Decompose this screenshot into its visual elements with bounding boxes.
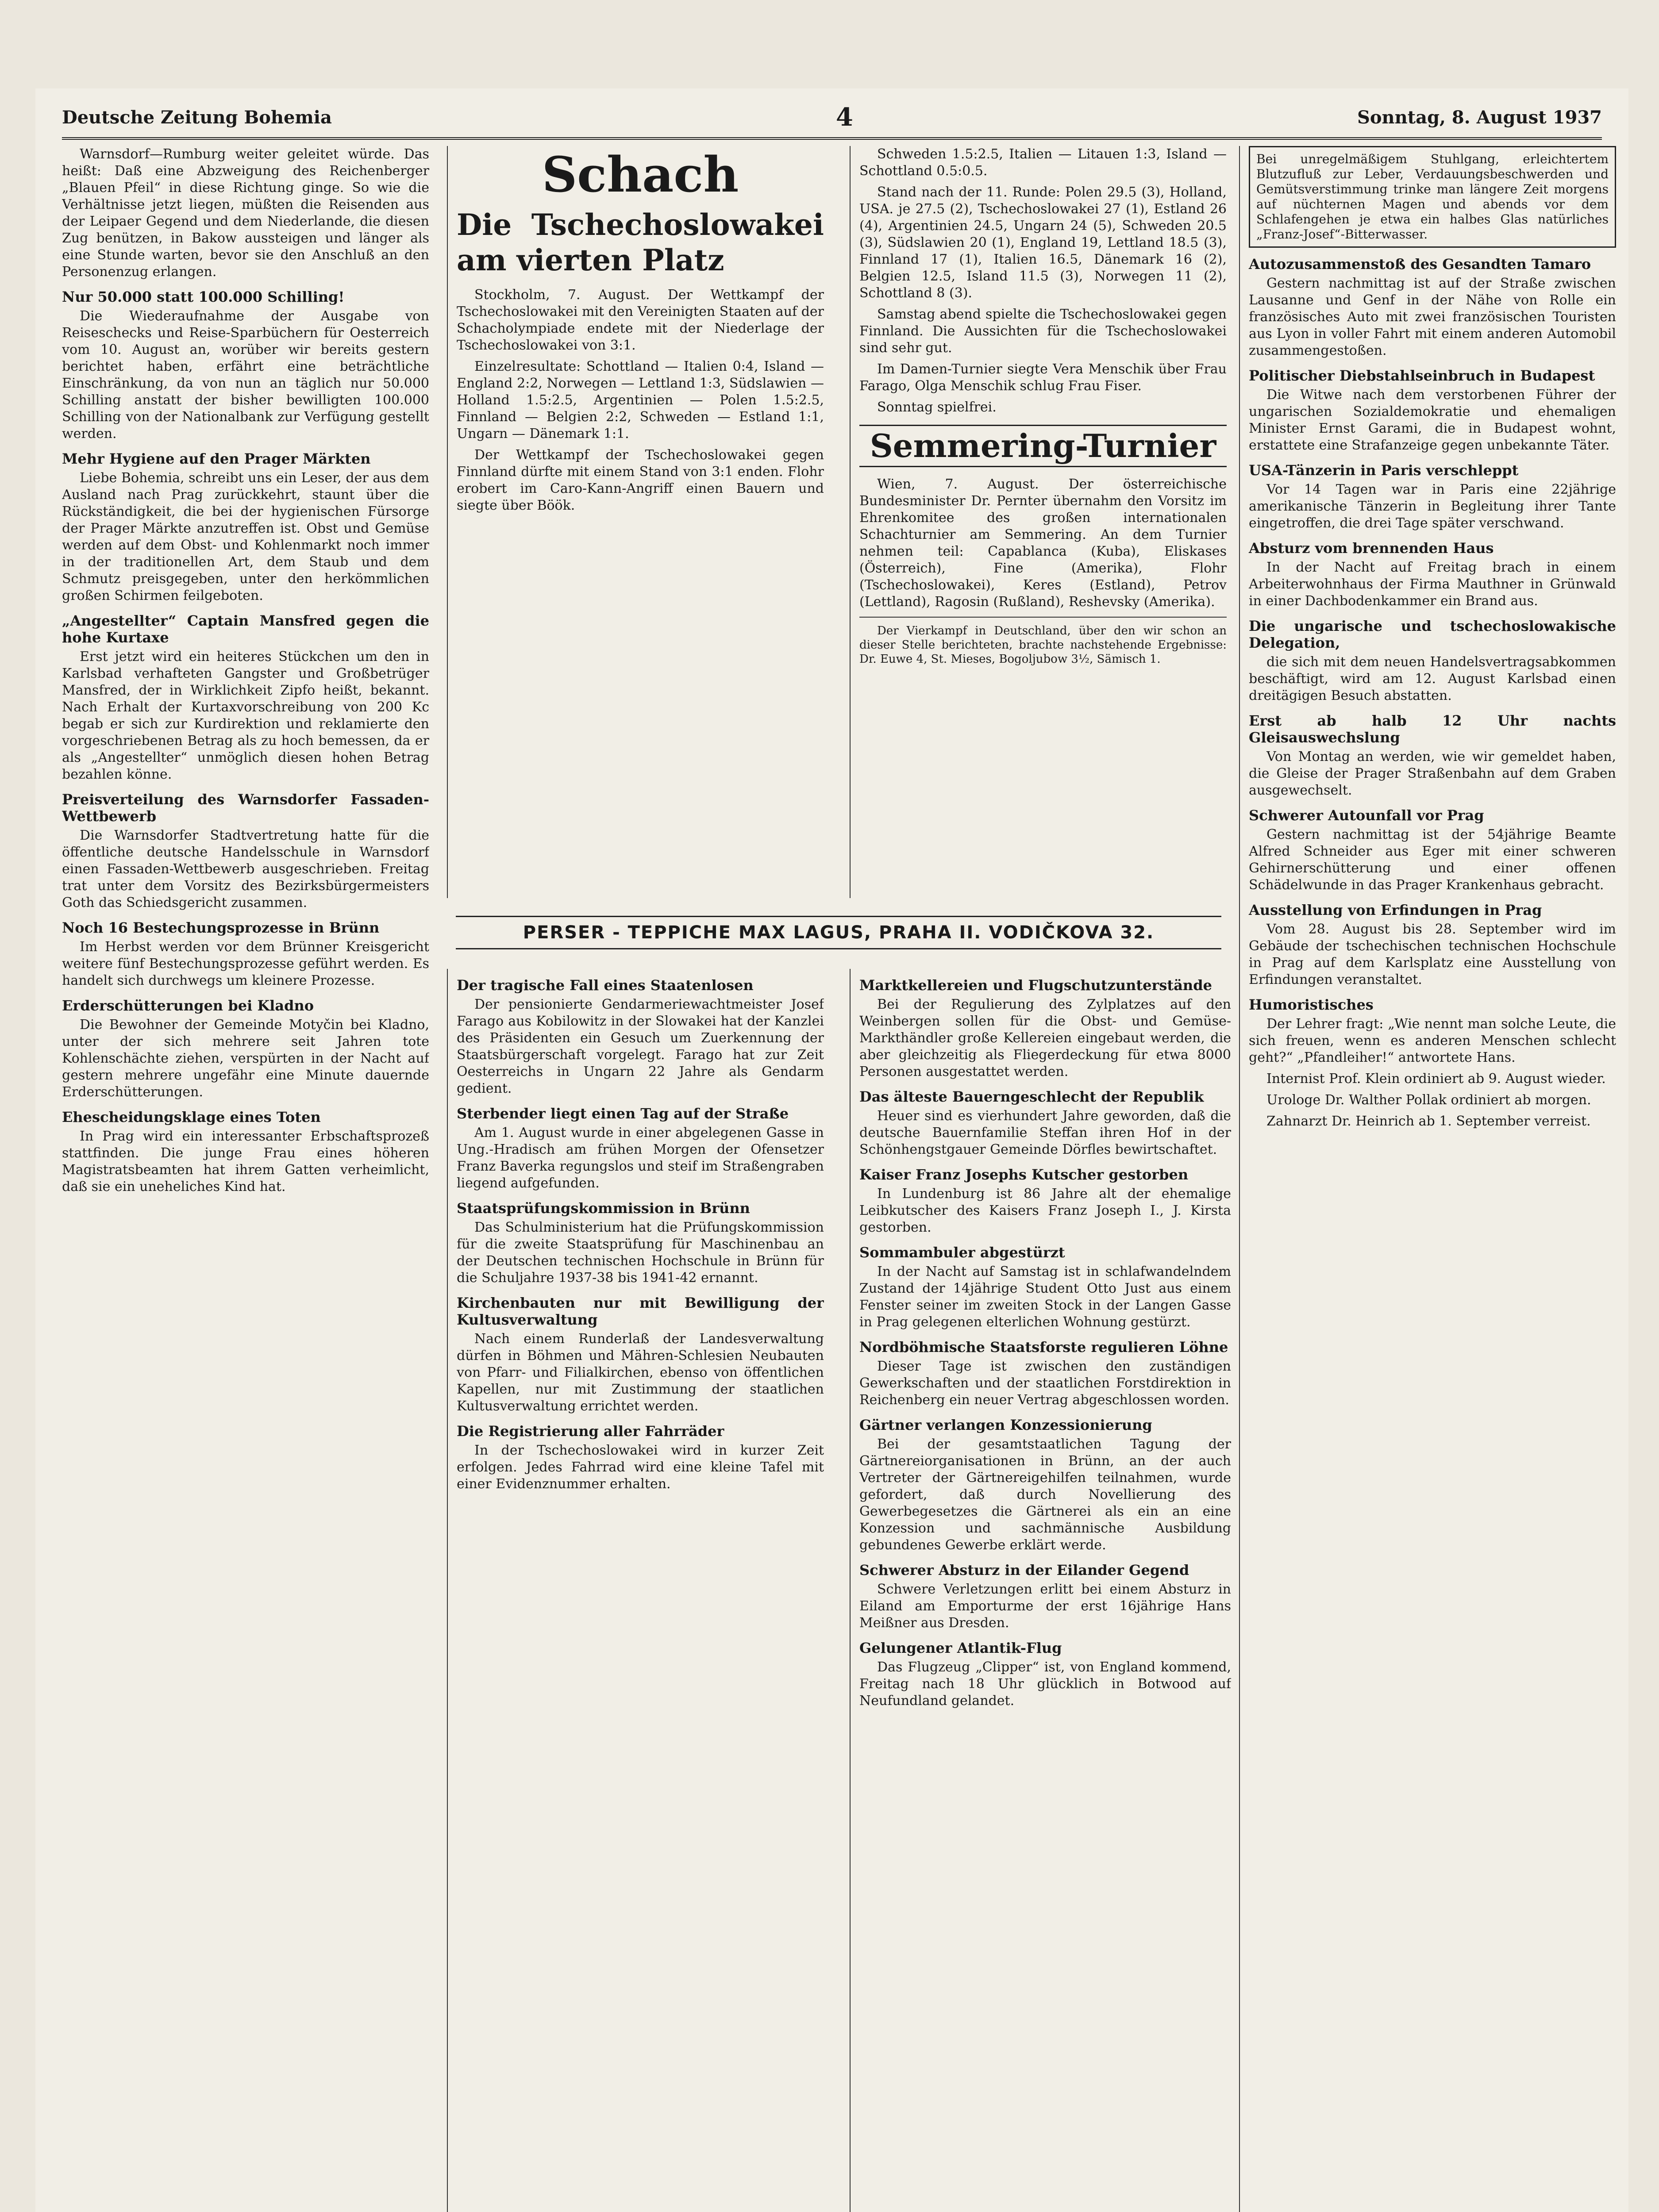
article-paragraph: In der Nacht auf Samstag ist in schlafwandelndem Zustand der 14jährige Student Otto Just aus einem Fenster seiner im zweiten Stock in der Langen Gasse in Prag gelegenen elterlichen Wohnung gestürzt.: [859, 1264, 1231, 1330]
masthead: [62, 97, 1602, 140]
article-headline: Humoristisches: [1249, 996, 1374, 1013]
article-headline: Ehescheidungsklage eines Toten: [62, 1109, 321, 1125]
article-paragraph: Gestern nachmittag ist auf der Straße zwischen Lausanne und Genf in der Nähe von Rolle ein französisches Auto mit zwei französischen Touristen aus Lyon in voller Fahrt mit einem anderen Automobil zusammengestoßen.: [1249, 276, 1616, 358]
article-headline: Nordböhmische Staatsforste regulieren Löhne: [859, 1339, 1228, 1356]
carpet-advertisement: PERSER - TEPPICHE MAX LAGUS, PRAHA II. VODIČKOVA 32.: [456, 916, 1221, 949]
column-2-lower: [447, 969, 824, 2212]
advertisement-box: Bei unregelmäßigem Stuhlgang, erleichtertem Blutzufluß zur Leber, Verdauungsbeschwerden und Gemütsverstimmung trinke man längere Zeit morgens auf nüchternen Magen und abends vor dem Schlafengehen je etwa ein halbes Glas natürliches „Franz-Josef“-Bitterwasser.: [1249, 146, 1616, 248]
article-headline: Autozusammenstoß des Gesandten Tamaro: [1249, 256, 1591, 273]
page-number: 4: [835, 103, 853, 132]
article-headline: Ausstellung von Erfindungen in Prag: [1249, 902, 1542, 918]
article-headline: Staatsprüfungskommission in Brünn: [457, 1200, 750, 1217]
article-paragraph: Bei der gesamtstaatlichen Tagung der Gärtnereiorganisationen in Brünn, an der auch Vertreter der Gärtnereigehilfen teilnahmen, wurde gefordert, daß durch Novellierung des Gewerbegesetzes die Gärtnerei als ein an eine Konzession und sachmännische Ausbildung gebundenes Gewerbe erklärt werde.: [859, 1436, 1231, 1553]
article-headline: Gelungener Atlantik-Flug: [859, 1640, 1062, 1656]
article-paragraph: Urologe Dr. Walther Pollak ordiniert ab morgen.: [1266, 1092, 1591, 1108]
article-paragraph: Internist Prof. Klein ordiniert ab 9. August wieder.: [1266, 1071, 1606, 1087]
article-paragraph: Liebe Bohemia, schreibt uns ein Leser, der aus dem Ausland nach Prag zurückkehrt, staunt über die Rückständigkeit, die bei der hygienischen Fürsorge der Prager Märkte anzutreffen ist. Obst und Gemüse werden auf dem Obst- und Kohlenmarkt noch immer in der traditionellen Art, dem Staub und dem Schmutz preisgegeben, unter den herkömmlichen großen Schirmen feilgeboten.: [62, 470, 429, 603]
column-3-chess: [850, 146, 1227, 898]
article-paragraph: Schwere Verletzungen erlitt bei einem Absturz in Eiland am Emporturme der erst 16jährige Hans Meißner aus Dresden.: [859, 1582, 1231, 1631]
article-headline: Die Registrierung aller Fahrräder: [457, 1423, 724, 1440]
divider: [859, 617, 1227, 618]
article-paragraph: Der pensionierte Gendarmeriewachtmeister Josef Farago aus Kobilowitz in der Slowakei hat der Kanzlei des Präsidenten ein Gesuch um Zuerkennung der Staatsbürgerschaft vorgelegt. Farago hat zur Zeit Oesterreichs in Ungarn 22 Jahre als Gendarm gedient.: [457, 997, 824, 1096]
chess-standings: Stand nach der 11. Runde: Polen 29.5 (3), Holland, USA. je 27.5 (2), Tschechoslowakei 27 (1), Estland 26 (4), Argentinien 24.5, Ungarn 24 (5), Schweden 20.5 (3), Südslawien 20 (1), England 19, Lettland 18.5 (3), Finnland 17 (1), Italien 16.5, Dänemark 16 (2), Belgien 12.5, Island 11.5 (3), Norwegen 11 (2), Schottland 8 (3).: [859, 184, 1227, 301]
chess-title: Schach: [542, 146, 739, 203]
semmering-paragraph: Wien, 7. August. Der österreichische Bundesminister Dr. Pernter übernahm den Vorsitz im Ehrenkomitee des großen internationalen Schachturnier am Semmering. An dem Turnier nehmen teil: Capablanca (Kuba), Eliskases (Österreich), Fine (Amerika), Flohr (Tschechoslowakei), Keres (Estland), Petrov (Lettland), Ragosin (Rußland), Reshevsky (Amerika).: [859, 476, 1227, 610]
article-headline: Kirchenbauten nur mit Bewilligung der Kultusverwaltung: [457, 1294, 824, 1328]
article-headline: USA-Tänzerin in Paris verschleppt: [1249, 462, 1519, 479]
article-paragraph: Vom 28. August bis 28. September wird im Gebäude der tschechischen technischen Hochschule in Prag auf dem Karlsplatz eine Ausstellung von Erfindungen veranstaltet.: [1249, 922, 1616, 987]
article-headline: Nur 50.000 statt 100.000 Schilling!: [62, 288, 345, 305]
article-headline: Sterbender liegt einen Tag auf der Straße: [457, 1105, 789, 1122]
chess-paragraph: Samstag abend spielte die Tschechoslowakei gegen Finnland. Die Aussichten für die Tschechoslowakei sind sehr gut.: [859, 307, 1227, 356]
article-paragraph: Warnsdorf—Rumburg weiter geleitet würde. Das heißt: Daß eine Abzweigung des Reichenberger „Blauen Pfeil“ in diese Richtung ginge. So wie die Verhältnisse jetzt liegen, müßten die Reisenden aus der Leipaer Gegend und dem Niederlande, die diesen Zug benützen, in Bakow aussteigen und länger als eine Stunde warten, bevor sie den Anschluß an den Personenzug erlangen.: [62, 146, 429, 280]
article-paragraph: die sich mit dem neuen Handelsvertragsabkommen beschäftigt, wird am 12. August Karlsbad einen dreitägigen Besuch abstatten.: [1249, 654, 1616, 703]
article-headline: Preisverteilung des Warnsdorfer Fassaden-Wettbewerb: [62, 791, 429, 825]
article-headline: Die ungarische und tschechoslowakische Delegation,: [1249, 618, 1616, 651]
article-headline: Marktkellereien und Flugschutzunterstände: [859, 977, 1212, 994]
chess-paragraph: Im Damen-Turnier siegte Vera Menschik über Frau Farago, Olga Menschik schlug Frau Fiser.: [859, 361, 1227, 394]
article-headline: Erderschütterungen bei Kladno: [62, 997, 314, 1014]
article-paragraph: Bei der Regulierung des Zylplatzes auf den Weinbergen sollen für die Obst- und Gemüse-Markthändler große Kellereien eingebaut werden, die aber gleichzeitig als Fliegerdeckung für etwa 8000 Personen ausgestattet werden.: [859, 997, 1231, 1079]
column-4: [1239, 146, 1616, 2212]
article-paragraph: Erst jetzt wird ein heiteres Stückchen um den in Karlsbad verhafteten Gangster und Großbetrüger Mansfred, der in Wirklichkeit Zipfo heißt, bekannt. Nach Erhalt der Kurtaxvorschreibung von 200 Kc begab er sich zur Kurdirektion und reklamierte den vorgeschriebenen Betrag als zu hoch bemessen, da er als „Angestellter“ unmöglich diesen hohen Betrag bezahlen könne.: [62, 649, 429, 782]
article-headline: Politischer Diebstahlseinbruch in Budapest: [1249, 367, 1595, 384]
article-paragraph: Der Lehrer fragt: „Wie nennt man solche Leute, die sich freuen, wenn es anderen Menschen schlecht geht?“ „Pfandleiher!“ antwortete Hans.: [1249, 1016, 1616, 1065]
article-paragraph: Am 1. August wurde in einer abgelegenen Gasse in Ung.-Hradisch am frühen Morgen der Ofensetzer Franz Baverka regungslos und steif im Straßengraben liegend aufgefunden.: [457, 1125, 824, 1191]
article-headline: Erst ab halb 12 Uhr nachts Gleisauswechslung: [1249, 712, 1616, 746]
issue-date: Sonntag, 8. August 1937: [1357, 107, 1602, 128]
article-paragraph: In Lundenburg ist 86 Jahre alt der ehemalige Leibkutscher des Kaisers Franz Joseph I., J. Kirsta gestorben.: [859, 1186, 1231, 1235]
chess-subtitle: Die Tschechoslowakei am vierten Platz: [457, 207, 824, 277]
semmering-title: Semmering-Turnier: [859, 425, 1227, 467]
article-paragraph: Die Bewohner der Gemeinde Motyčin bei Kladno, unter der sich mehrere seit Jahren tote Kohlenschächte ziehen, verspürten in der Nacht auf gestern mehrere ungefähr eine Minute dauernde Erderschütterungen.: [62, 1017, 429, 1100]
article-paragraph: Im Herbst werden vor dem Brünner Kreisgericht weitere fünf Bestechungsprozesse geführt werden. Es handelt sich durchwegs um kleinere Prozesse.: [62, 939, 429, 988]
chess-paragraph: Sonntag spielfrei.: [877, 399, 997, 415]
column-2-chess: [447, 146, 824, 898]
chess-note: Der Vierkampf in Deutschland, über den wir schon an dieser Stelle berichteten, brachte nachstehende Ergebnisse: Dr. Euwe 4, St. Mieses, Bogoljubow 3½, Sämisch 1.: [859, 624, 1227, 666]
newspaper-page: [35, 88, 1628, 2212]
article-paragraph: In der Tschechoslowakei wird in kurzer Zeit erfolgen. Jedes Fahrrad wird eine kleine Tafel mit einer Evidenznummer erhalten.: [457, 1443, 824, 1492]
article-headline: Schwerer Absturz in der Eilander Gegend: [859, 1562, 1189, 1578]
chess-paragraph: Einzelresultate: Schottland — Italien 0:4, Island — England 2:2, Norwegen — Lettland 1:3, Südslawien — Holland 1.5:2.5, Argentinien — Polen 1.5:2.5, Finnland — Belgien 2:2, Schweden — Estland 1:1, Ungarn — Dänemark 1:1.: [457, 359, 824, 442]
article-headline: „Angestellter“ Captain Mansfred gegen die hohe Kurtaxe: [62, 612, 429, 646]
article-paragraph: Heuer sind es vierhundert Jahre geworden, daß die deutsche Bauernfamilie Steffan ihren Hof in der Schönhengstgauer Gemeinde Dörfles bewirtschaftet.: [859, 1108, 1231, 1157]
article-paragraph: Nach einem Runderlaß der Landesverwaltung dürfen in Böhmen und Mähren-Schlesien Neubauten von Pfarr- und Filialkirchen, ebenso von öffentlichen Kapellen, nur mit Zustimmung der staatlichen Kultusverwaltung errichtet werden.: [457, 1331, 824, 1414]
article-headline: Schwerer Autounfall vor Prag: [1249, 807, 1484, 824]
article-headline: Noch 16 Bestechungsprozesse in Brünn: [62, 919, 380, 936]
article-paragraph: Die Warnsdorfer Stadtvertretung hatte für die öffentliche deutsche Handelsschule in Warnsdorf einen Fassaden-Wettbewerb ausgeschrieben. Freitag trat unter dem Vorsitz des Bezirksbürgermeisters Goth das Schiedsgericht zusammen.: [62, 828, 429, 910]
article-paragraph: Zahnarzt Dr. Heinrich ab 1. September verreist.: [1266, 1114, 1591, 1129]
article-paragraph: Vor 14 Tagen war in Paris eine 22jährige amerikanische Tänzerin in Begleitung ihrer Tante eingetroffen, die drei Tage später verschwand.: [1249, 482, 1616, 531]
article-paragraph: Gestern nachmittag ist der 54jährige Beamte Alfred Schneider aus Eger mit einer schweren Gehirnerschütterung und einer offenen Schädelwunde in das Prager Krankenhaus gebracht.: [1249, 827, 1616, 893]
article-headline: Der tragische Fall eines Staatenlosen: [457, 977, 754, 994]
article-headline: Mehr Hygiene auf den Prager Märkten: [62, 450, 371, 467]
article-headline: Das älteste Bauerngeschlecht der Republik: [859, 1088, 1204, 1105]
article-paragraph: Das Flugzeug „Clipper“ ist, von England kommend, Freitag nach 18 Uhr glücklich in Botwood auf Neufundland gelandet.: [859, 1659, 1231, 1709]
chess-results: Schweden 1.5:2.5, Italien — Litauen 1:3, Island — Schottland 0.5:0.5.: [859, 146, 1227, 179]
article-paragraph: Das Schulministerium hat die Prüfungskommission für die zweite Staatsprüfung für Maschinenbau an der Deutschen technischen Hochschule in Brünn für die Schuljahre 1937-38 bis 1941-42 ernannt.: [457, 1220, 824, 1286]
article-paragraph: Von Montag an werden, wie wir gemeldet haben, die Gleise der Prager Straßenbahn auf dem Graben ausgewechselt.: [1249, 749, 1616, 798]
article-paragraph: Die Witwe nach dem verstorbenen Führer der ungarischen Sozialdemokratie und ehemaligen Minister Ernst Garami, die in Budapest wohnt, erstattete eine Strafanzeige gegen unbekannte Täter.: [1249, 387, 1616, 453]
article-headline: Gärtner verlangen Konzessionierung: [859, 1417, 1152, 1433]
column-3-lower: [850, 969, 1231, 2212]
chess-paragraph: Der Wettkampf der Tschechoslowakei gegen Finnland dürfte mit einem Stand von 3:1 enden. Flohr erobert im Caro-Kann-Angriff einen Bauern und siegte über Böök.: [457, 447, 824, 513]
paper-name: Deutsche Zeitung Bohemia: [62, 107, 332, 128]
chess-paragraph: Stockholm, 7. August. Der Wettkampf der Tschechoslowakei mit den Vereinigten Staaten auf der Schacholympiade endete mit der Niederlage der Tschechoslowakei von 3:1.: [457, 287, 824, 353]
article-headline: Absturz vom brennenden Haus: [1249, 540, 1494, 557]
article-paragraph: In Prag wird ein interessanter Erbschaftsprozeß stattfinden. Die junge Frau eines höheren Magistratsbeamten hat ihrem Gatten verheimlicht, daß sie ein uneheliches Kind hat.: [62, 1129, 429, 1194]
article-headline: Sommambuler abgestürzt: [859, 1244, 1065, 1261]
article-headline: Kaiser Franz Josephs Kutscher gestorben: [859, 1166, 1189, 1183]
article-paragraph: Die Wiederaufnahme der Ausgabe von Reiseschecks und Reise-Sparbüchern für Oesterreich vom 10. August an, worüber wir bereits gestern berichtet haben, erfährt eine beträchtliche Einschränkung, da von nun an täglich nur 50.000 Schilling anstatt der bisher bewilligten 100.000 Schilling von der Nationalbank zur Verfügung gestellt werden.: [62, 308, 429, 442]
column-1: [62, 146, 429, 2212]
article-paragraph: In der Nacht auf Freitag brach in einem Arbeiterwohnhaus der Firma Mauthner in Grünwald in einer Dachbodenkammer ein Brand aus.: [1249, 560, 1616, 609]
article-paragraph: Dieser Tage ist zwischen den zuständigen Gewerkschaften und der staatlichen Forstdirektion in Reichenberg ein neuer Vertrag abgeschlossen worden.: [859, 1359, 1231, 1408]
